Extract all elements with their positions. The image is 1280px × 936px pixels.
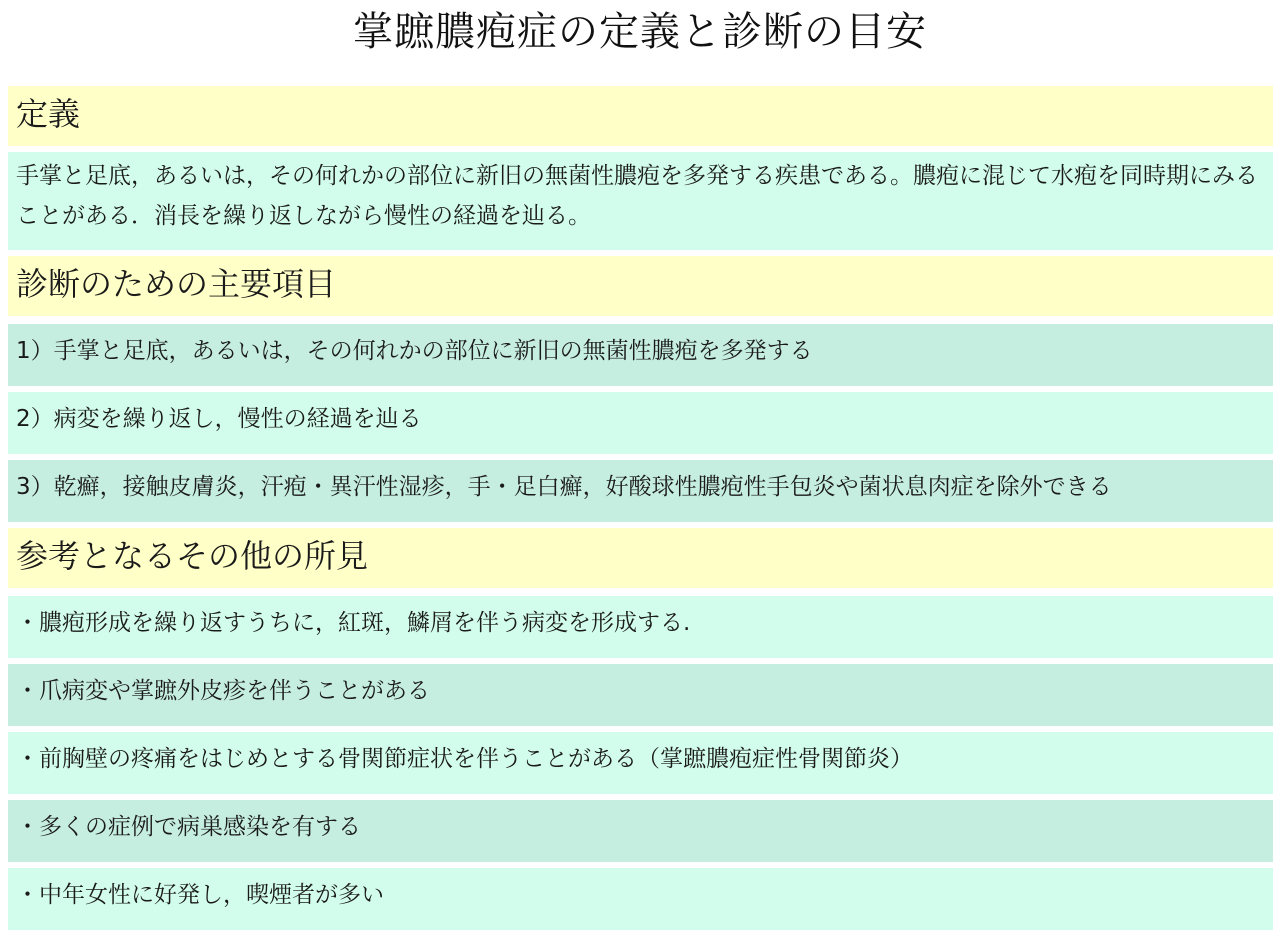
reference-heading: 参考となるその他の所見: [8, 528, 1273, 588]
reference-item-4: ・多くの症例で病巣感染を有する: [8, 800, 1273, 862]
reference-item-5: ・中年女性に好発し，喫煙者が多い: [8, 868, 1273, 930]
page-title: 掌蹠膿疱症の定義と診断の目安: [353, 9, 927, 55]
reference-item-1: ・膿疱形成を繰り返すうちに，紅斑，鱗屑を伴う病変を形成する.: [8, 596, 1273, 658]
major-item-3: 3）乾癬，接触皮膚炎，汗疱・異汗性湿疹，手・足白癬，好酸球性膿疱性手包炎や菌状息肉症を除外できる: [8, 460, 1273, 522]
major-items-heading: 診断のための主要項目: [8, 256, 1273, 316]
definition-text: 手掌と足底，あるいは，その何れかの部位に新旧の無菌性膿疱を多発する疾患である。膿疱に混じて水疱を同時期にみることがある．消長を繰り返しながら慢性の経過を辿る。: [8, 152, 1273, 250]
reference-item-2: ・爪病変や掌蹠外皮疹を伴うことがある: [8, 664, 1273, 726]
reference-item-3: ・前胸壁の疼痛をはじめとする骨関節症状を伴うことがある（掌蹠膿疱症性骨関節炎）: [8, 732, 1273, 794]
major-item-2: 2）病変を繰り返し，慢性の経過を辿る: [8, 392, 1273, 454]
major-item-1: 1）手掌と足底，あるいは，その何れかの部位に新旧の無菌性膿疱を多発する: [8, 324, 1273, 386]
definition-heading: 定義: [8, 86, 1273, 146]
